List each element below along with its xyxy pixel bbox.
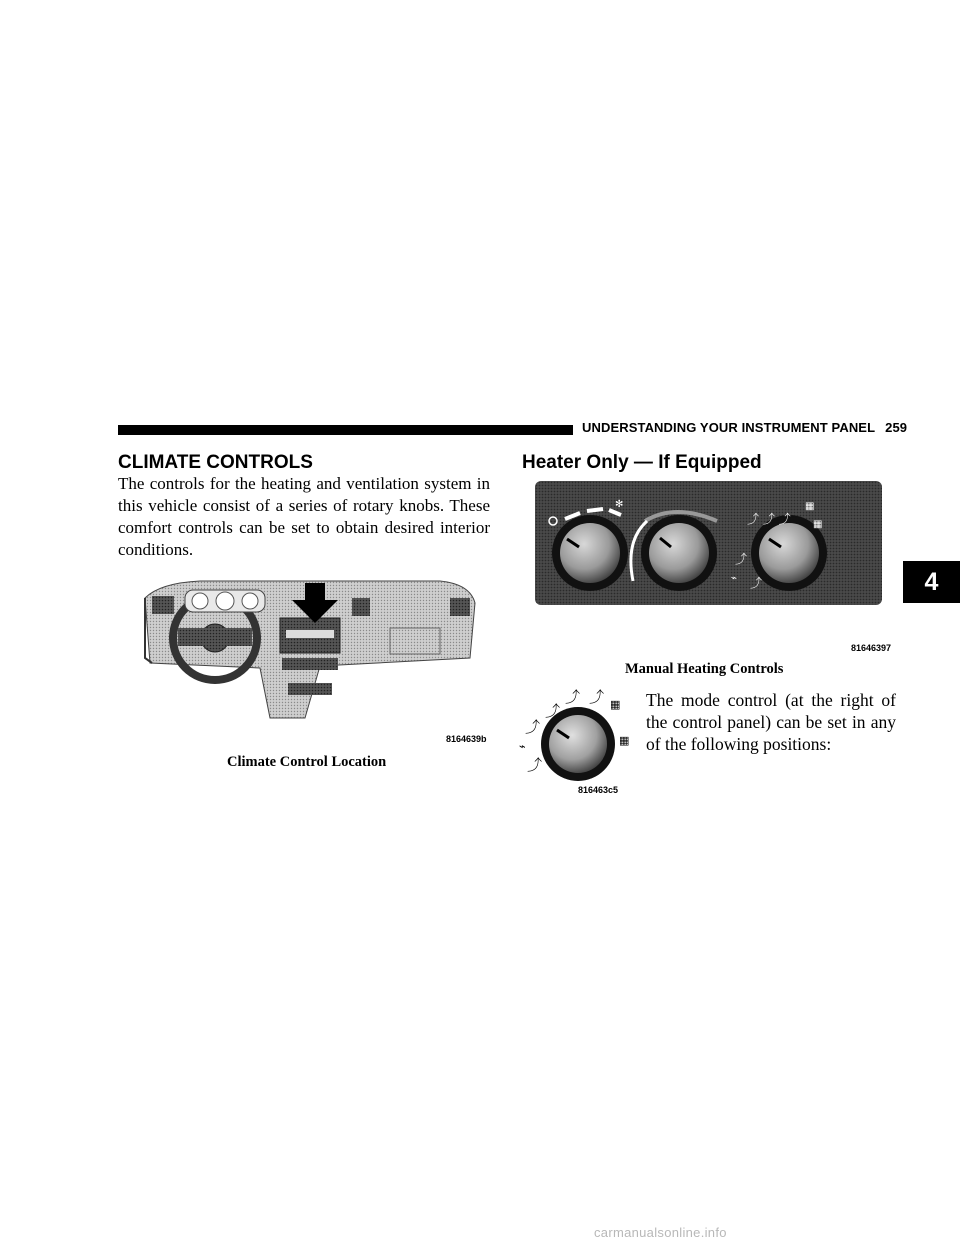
svg-text:⤴ ⤴ ⤴: ⤴ ⤴ ⤴	[747, 512, 791, 526]
svg-text:▦: ▦	[813, 519, 823, 530]
svg-text:⌁: ⌁	[731, 573, 738, 584]
section-heading-climate-controls: CLIMATE CONTROLS	[118, 452, 313, 473]
section-heading-heater-only: Heater Only — If Equipped	[522, 452, 762, 473]
header-rule	[118, 425, 573, 435]
svg-text:⤴: ⤴	[525, 718, 541, 736]
svg-text:▦: ▦	[805, 501, 815, 512]
page-number: 259	[885, 420, 908, 435]
intro-paragraph: The controls for the heating and ventilation system in this vehicle consist of a series of rotary knobs. These comfort controls can be set to obtain desired interior conditions.	[118, 474, 490, 559]
mode-control-paragraph: The mode control (at the right of the control panel) can be set in any of the following positions:	[646, 690, 896, 754]
figure-code-heating-controls: 81646397	[851, 643, 892, 653]
figure-caption-climate-control-location: Climate Control Location	[227, 754, 387, 770]
figure-caption-manual-heating-controls: Manual Heating Controls	[625, 661, 784, 677]
svg-text:⤴: ⤴	[735, 552, 748, 566]
dashboard-illustration	[140, 578, 480, 723]
svg-text:⤴: ⤴	[750, 576, 763, 590]
manual-heating-controls-illustration	[535, 481, 882, 605]
mode-control-knob-illustration	[515, 688, 640, 783]
chapter-tab: 4	[903, 561, 960, 603]
svg-text:⤴: ⤴	[545, 702, 561, 720]
footer-watermark[interactable]: carmanualsonline.info	[594, 1225, 727, 1240]
svg-text:▦: ▦	[619, 734, 630, 747]
header-section-title: UNDERSTANDING YOUR INSTRUMENT PANEL	[582, 420, 876, 435]
svg-text:⌁: ⌁	[519, 740, 526, 753]
svg-text:✻: ✻	[615, 499, 624, 510]
svg-text:⤴: ⤴	[589, 688, 605, 706]
svg-text:⤴: ⤴	[565, 688, 581, 706]
figure-code-mode-knob: 816463c5	[578, 785, 619, 795]
running-header	[582, 420, 907, 435]
svg-text:⤴: ⤴	[527, 756, 543, 774]
figure-code-dashboard: 8164639b	[446, 734, 487, 744]
svg-text:▦: ▦	[610, 698, 621, 711]
